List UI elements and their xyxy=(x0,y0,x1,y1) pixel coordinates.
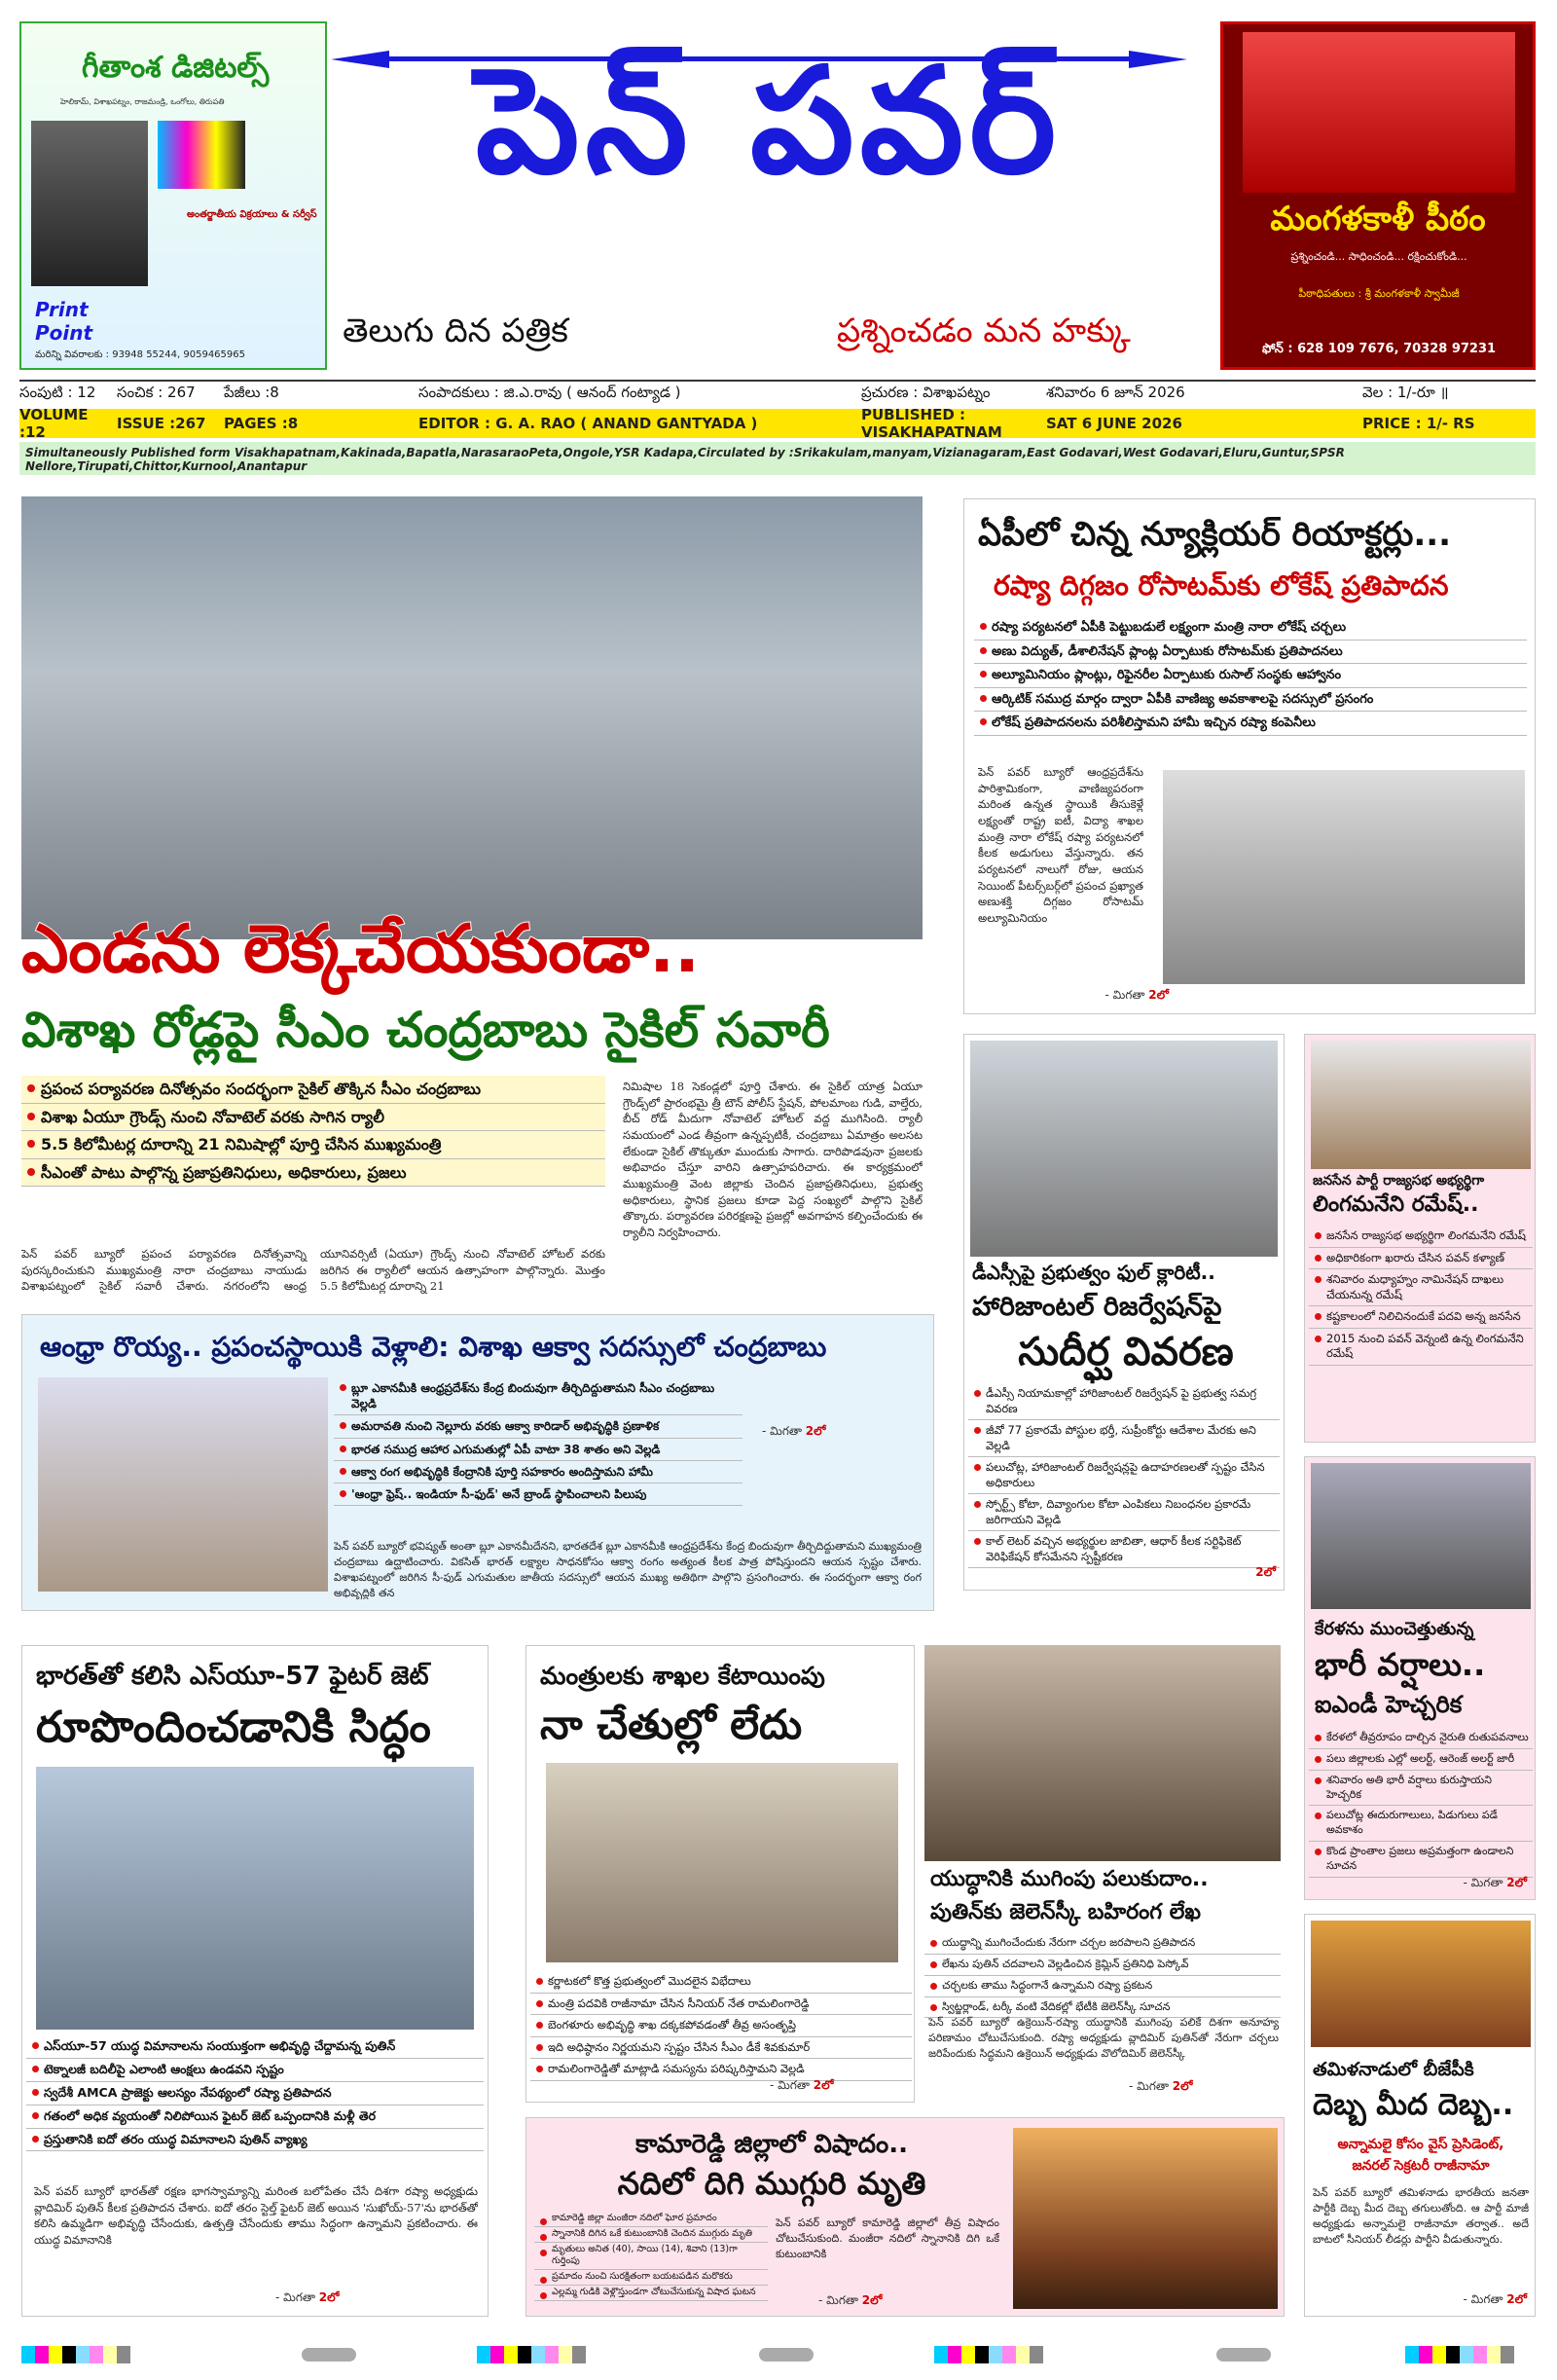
nuclear-bullet: లోకేష్ ప్రతిపాదనలను పరిశీలిస్తామని హామీ ఇచ్చిన రష్యా కంపెనీలు xyxy=(974,712,1527,736)
rahul-dk-photo xyxy=(546,1763,898,1962)
su57-continued: - మిగతా 2లో xyxy=(275,2290,340,2304)
su57-bullet: ఎస్‌యూ-57 యుద్ధ విమానాలను సంయుక్తంగా అభివృద్ధి చేద్దామన్న పుతిన్ xyxy=(26,2035,484,2059)
info-bar-telugu xyxy=(19,380,1536,407)
su57-bullet: ప్రస్తుతానికి ఐదో తరం యుద్ధ విమానాలని పుతిన్ వ్యాఖ్య xyxy=(26,2129,484,2152)
chandrababu-photo xyxy=(38,1377,328,1592)
janasena-bullet: అధికారికంగా ఖరారు చేసిన పవన్ కళ్యాణ్ xyxy=(1309,1248,1533,1270)
janasena-headline-2: లింగమనేని రమేష్.. xyxy=(1313,1192,1479,1217)
lead-bullets xyxy=(21,1076,605,1187)
info-price-en: PRICE : 1/- RS xyxy=(1362,415,1475,432)
janasena-bullet: శనివారం మధ్యాహ్నం నామినేషన్ దాఖలు చేయనున్న రమేష్ xyxy=(1309,1269,1533,1306)
ministers-bullet: రామలింగారెడ్డితో మాట్లాడి సమస్యను పరిష్కరిస్తామని వెల్లడి xyxy=(530,2059,912,2081)
info-editor: సంపాదకులు : జి.ఎ.రావు ( ఆనంద్ గంట్యాడ ) xyxy=(418,384,681,401)
info-place-en: PUBLISHED : VISAKHAPATNAM xyxy=(861,406,1002,441)
info-place: ప్రచురణ : విశాఖపట్నం xyxy=(861,384,991,401)
color-registration-bar xyxy=(477,2346,586,2363)
ad-left-contact: మరిన్ని వివరాలకు : 93948 55244, 9059465965 xyxy=(35,349,245,360)
info-issue-en: ISSUE :267 xyxy=(117,415,206,432)
nuclear-bullet: అణు విద్యుత్, డీశాలినేషన్ ప్లాంట్ల ఏర్పాటుకు రోసాటమ్‌కు ప్రతిపాదనలు xyxy=(974,641,1527,665)
dsc-photo xyxy=(970,1041,1278,1257)
kerala-rain-photo xyxy=(1311,1463,1531,1609)
nuclear-bullets xyxy=(974,616,1527,736)
zelensky-headline-1: యుద్ధానికి ముగింపు పలుకుదాం.. xyxy=(930,1867,1209,1891)
kamareddy-bullet: మృతులు అనిత (40), సాయి (14), శివాని (13)గా గుర్తింపు xyxy=(534,2243,768,2271)
masthead-tagline-left: తెలుగు దిన పత్రిక xyxy=(343,311,568,350)
su57-bullet: గతంలో అధిక వ్యయంతో నిలిపోయిన ఫైటర్ జెట్ ఒప్పందానికి మళ్లీ తెర xyxy=(26,2105,484,2129)
kamareddy-bullet: ప్రమాదం నుంచి సురక్షితంగా బయటపడిన మరొకరు xyxy=(534,2270,768,2286)
janasena-bullets xyxy=(1309,1226,1533,1366)
info-pages: పేజీలు :8 xyxy=(224,384,279,401)
kamareddy-continued: - మిగతా 2లో xyxy=(818,2293,883,2307)
info-bar-english xyxy=(19,406,1536,441)
kerala-bullets xyxy=(1309,1728,1533,1878)
annamalai-photo xyxy=(1311,1921,1531,2047)
simultaneous-bar: Simultaneously Published form Visakhapatnam,Kakinada,Bapatla,NarasaraoPeta,Ongole,YSR Kadapa,Circulated by :Srikakulam,manyam,Vizianagaram,East Godavari,West Godavari,Eluru,Guntur,SPSR Nellore,Tirupati,Chittor,Kurnool,Anantapur xyxy=(19,442,1536,475)
kerala-bullet: కొండ ప్రాంతాల ప్రజలు అప్రమత్తంగా ఉండాలని సూచన xyxy=(1309,1842,1533,1878)
zelensky-headline-2: పుతిన్‌కు జెలెన్‌స్కీ బహిరంగ లేఖ xyxy=(930,1900,1202,1924)
color-registration-bar xyxy=(934,2346,1043,2363)
nuclear-continued: - మిగతా 2లో xyxy=(1104,988,1169,1002)
dsc-bullet: స్పోర్ట్స్ కోటా, దివ్యాంగుల కోటా ఎంపికలు నిబంధనల ప్రకారమే జరిగాయని వెల్లడి xyxy=(968,1494,1280,1531)
putin-meeting-photo xyxy=(924,1645,1281,1861)
su57-bullet: స్వదేశీ AMCA ప్రాజెక్టు ఆలస్యం నేపథ్యంలో రష్యా ప్రతిపాదన xyxy=(26,2082,484,2105)
andhra-bullets xyxy=(334,1377,742,1506)
ramesh-photo xyxy=(1311,1041,1531,1169)
ministers-story xyxy=(525,1645,915,2103)
info-price: వెల : 1/-రూ ॥ xyxy=(1362,384,1449,401)
ministers-bullet: బెంగళూరు అభివృద్ధి శాఖ దక్కకపోవడంతో తీవ్ర అసంతృప్తి xyxy=(530,2015,912,2037)
kerala-bullet: పలు జిల్లాలకు ఎల్లో అలర్ట్, ఆరెంజ్ అలర్ట్ జారీ xyxy=(1309,1749,1533,1771)
ministers-bullet: కర్ణాటకలో కొత్త ప్రభుత్వంలో మొదలైన విభేదాలు xyxy=(530,1971,912,1994)
kerala-bullet: శనివారం అతి భారీ వర్షాలు కురుస్తాయని హెచ్చరిక xyxy=(1309,1771,1533,1807)
lead-bullet: సీఎంతో పాటు పాల్గొన్న ప్రజాప్రతినిధులు, అధికారులు, ప్రజలు xyxy=(21,1159,605,1188)
su57-story xyxy=(21,1645,489,2317)
info-date-en: SAT 6 JUNE 2026 xyxy=(1046,415,1182,432)
janasena-bullet: జనసేన రాజ్యసభ అభ్యర్థిగా లింగమనేని రమేష్ xyxy=(1309,1226,1533,1248)
tamilnadu-headline-2: దెబ్బ మీద దెబ్బ.. xyxy=(1313,2088,1514,2122)
dsc-bullet: జీవో 77 ప్రకారమే పోస్టుల భర్తీ, సుప్రీంకోర్టు ఆదేశాల మేరకు అని వెల్లడి xyxy=(968,1420,1280,1457)
dsc-bullet: పలుచోట్ల, హారిజాంటల్ రిజర్వేషన్లపై ఉదాహరణలతో స్పష్టం చేసిన అధికారులు xyxy=(968,1457,1280,1494)
kamareddy-bullet: కామారెడ్డి జిల్లా మంజీరా నదిలో ఘోర ప్రమాదం xyxy=(534,2212,768,2227)
tamilnadu-story xyxy=(1304,1914,1536,2317)
print-point-logo: Print Point xyxy=(35,298,93,345)
andhra-continued: - మిగతా 2లో xyxy=(762,1424,826,1438)
kamareddy-bullet: ఎల్లమ్మ గుడికి వెళ్లొస్తుండగా చోటుచేసుకున్న విషాద ఘటన xyxy=(534,2286,768,2301)
color-registration-bar xyxy=(1405,2346,1514,2363)
andhra-bullet: అమరావతి నుంచి నెల్లూరు వరకు ఆక్వా కారిడార్ అభివృద్ధికి ప్రణాళిక xyxy=(334,1415,742,1438)
nuclear-bullet: అల్యూమినియం ప్లాంట్లు, రిఫైనరీల ఏర్పాటుకు రుసాల్ సంస్థకు ఆహ్వానం xyxy=(974,664,1527,688)
nuclear-bullet: ఆర్కిటిక్ సముద్ర మార్గం ద్వారా ఏపీకి వాణిజ్య అవకాశాలపై సదస్సులో ప్రసంగం xyxy=(974,688,1527,713)
ad-right-line2: పీఠాధిపతులు : శ్రీ మంగళకాళీ స్వామీజీ xyxy=(1298,287,1460,300)
lead-headline-2: విశాఖ రోడ్లపై సీఎం చంద్రబాబు సైకిల్ సవారీ xyxy=(21,1002,830,1058)
kerala-bullet: కేరళలో తీవ్రరూపం దాల్చిన నైరుతి రుతుపవనాలు xyxy=(1309,1728,1533,1749)
info-volume: సంపుటి : 12 xyxy=(19,384,96,401)
info-volume-en: VOLUME :12 xyxy=(19,406,89,441)
nuclear-sub: రష్యా దిగ్గజం రోసాటమ్‌కు లోకేష్ ప్రతిపాదన xyxy=(994,569,1449,602)
janasena-bullet: కష్టకాలంలో నిలిచినందుకే పదవి అన్న జనసేన xyxy=(1309,1306,1533,1329)
nuclear-body: పెన్ పవర్ బ్యూరో ఆంధ్రప్రదేశ్‌ను పారిశ్రామికంగా, వాణిజ్యపరంగా మరింత ఉన్నత స్థాయికి తీసుకెళ్లే లక్ష్యంతో రాష్ట్ర ఐటీ, విద్యా శాఖల మంత్రి నారా లోకేష్ రష్యా పర్యటనలో కీలక అడుగులు వేస్తున్నారు. తన పర్యటనలో నాలుగో రోజు, ఆయన సెయింట్ పీటర్స్‌బర్గ్‌లో ప్రపంచ ప్రఖ్యాత అణుశక్తి దిగ్గజం రోసాటమ్ అల్యూమినియం xyxy=(978,765,1143,926)
ad-right-title: మంగళకాళీ పీఠం xyxy=(1270,200,1486,238)
ad-left-line1: హెలికామ్‌, విశాఖపట్నం, రాజమండ్రి, ఒంగోలు, తిరుపతి xyxy=(60,97,225,106)
lokesh-meeting-photo xyxy=(1163,770,1525,984)
zelensky-bullets xyxy=(924,1933,1281,2018)
tamilnadu-continued: - మిగతా 2లో xyxy=(1463,2292,1527,2306)
andhra-body: పెన్ పవర్ బ్యూరో భవిష్యత్ అంతా బ్లూ ఎకానమీదేనని, భారతదేశ బ్లూ ఎకానమీకి ఆంధ్రప్రదేశ్‌ను కేంద్ర బిందువుగా తీర్చిదిద్దుతామని ముఖ్యమంత్రి చంద్రబాబు ఉద్ఘాటించారు. వికసిత్ భారత్ లక్ష్యాల సాధనకోసం ఆక్వా రంగం అత్యంత కీలక పాత్ర పోషిస్తుందని ఆయన స్పష్టం చేశారు. విశాఖపట్నంలో జరిగిన సీ-ఫుడ్ ఎగుమతుల జాతీయ సదస్సులో ఆయన ముఖ్య అతిథిగా పాల్గొని ప్రసంగించారు. ఈ సందర్భంగా ఆక్వా రంగ అభివృద్ధికి తన xyxy=(334,1540,922,1599)
ministers-bullet: మంత్రి పదవికి రాజీనామా చేసిన సీనియర్ నేత రామలింగారెడ్డి xyxy=(530,1994,912,2016)
zelensky-continued: - మిగతా 2లో xyxy=(1129,2079,1193,2093)
tamilnadu-body: పెన్ పవర్ బ్యూరో తమిళనాడు భారతీయ జనతా పార్టీకి దెబ్బ మీద దెబ్బ తగులుతోంది. ఆ పార్టీ మాజీ అధ్యక్షుడు అన్నామలై రాజీనామా తర్వాత.. అదే బాటలో సీనియర్ లీడర్లు పార్టీని వీడుతున్నారు. xyxy=(1313,2186,1529,2246)
registration-dot xyxy=(1216,2348,1271,2362)
info-pages-en: PAGES :8 xyxy=(224,415,299,432)
kerala-headline-2: భారీ వర్షాలు.. xyxy=(1315,1646,1486,1683)
ministers-headline-2: నా చేతుల్లో లేదు xyxy=(540,1701,803,1748)
zelensky-body: పెన్ పవర్ బ్యూరో ఉక్రెయిన్-రష్యా యుద్ధానికి ముగింపు పలికే దిశగా అనూహ్య పరిణామం చోటుచేసుకుంది. రష్యా అధ్యక్షుడు వ్లాదిమిర్ పుతిన్‌తో నేరుగా చర్చలు జరిపేందుకు సిద్ధమని ఉక్రెయిన్ అధ్యక్షుడు వొలోదిమిర్ జెలెన్‌స్కీ xyxy=(928,2016,1279,2060)
zelensky-bullet: యుద్ధాన్ని ముగించేందుకు నేరుగా చర్చల జరపాలని ప్రతిపాదన xyxy=(924,1933,1281,1955)
kerala-headline-3: ఐఎండీ హెచ్చరిక xyxy=(1315,1691,1463,1718)
masthead-tagline-right: ప్రశ్నించడం మన హక్కు xyxy=(837,311,1131,350)
kerala-story xyxy=(1304,1456,1536,1900)
putin-modi-photo xyxy=(36,1767,474,2030)
nuclear-story xyxy=(963,498,1536,1014)
dsc-headline-3: సుదీర్ఘ వివరణ xyxy=(1018,1330,1234,1374)
zelensky-story xyxy=(924,1645,1285,2103)
kamareddy-story xyxy=(525,2117,1285,2317)
lead-body-right: నిమిషాల 18 సెకండ్లలో పూర్తి చేశారు. ఈ సైకిల్ యాత్ర ఏయూ గ్రౌండ్స్‌లో ప్రారంభమై త్రీ టౌన్ పోలీస్ స్టేషన్, పోలమాంబ గుడి, వాల్తేరు, బీచ్ రోడ్ మీదుగా నోవాటెల్ హోటల్ వద్ద ముగిసింది. ర్యాలీ సమయంలో ఎండ తీవ్రంగా ఉన్నప్పటికీ, చంద్రబాబు ఏమాత్రం అలసట లేకుండా సైకిల్ తొక్కుతూ ముందుకు సాగారు. దారిపొడవునా ప్రజలకు అభివాదం చేస్తూ వారిని ఉత్సాహపరిచారు. ఈ కార్యక్రమంలో ముఖ్యమంత్రి వెంట జిల్లాకు చెందిన ప్రజాప్రతినిధులు, ప్రభుత్వ అధికారులు, స్థానిక ప్రజలు కూడా పెద్ద సంఖ్యలో పాల్గొని సైకిల్ తొక్కారు. పర్యావరణ పరిరక్షణపై ప్రజల్లో అవగాహన కల్పించేందుకు ఈ ర్యాలీని నిర్వహించారు. xyxy=(623,1080,923,1240)
janasena-bullet: 2015 నుంచి పవన్ వెన్నంటి ఉన్న లింగమనేని రమేష్ xyxy=(1309,1329,1533,1366)
kerala-headline-1: కేరళను ముంచెత్తుతున్న xyxy=(1315,1619,1474,1639)
kamareddy-bullets xyxy=(534,2212,768,2301)
registration-dot xyxy=(759,2348,814,2362)
ad-left-line2: అంతర్జాతీయ విక్రయాలు & సర్వీస్ xyxy=(187,209,317,220)
cycle-rally-photo xyxy=(21,496,923,939)
nuclear-bullet: రష్యా పర్యటనలో ఏపీకి పెట్టుబడులే లక్ష్యంగా మంత్రి నారా లోకేష్ చర్చలు xyxy=(974,616,1527,641)
lead-bullet: ప్రపంచ పర్యావరణ దినోత్సవం సందర్భంగా సైకిల్ తొక్కిన సీఎం చంద్రబాబు xyxy=(21,1076,605,1104)
janasena-headline-1: జనసేన పార్టీ రాజ్యసభ అభ్యర్థిగా xyxy=(1313,1173,1485,1189)
zelensky-bullet: లేఖను పుతిన్ చదవాలని వెల్లడించిన క్రెమ్లిన్ ప్రతినిధి పెస్కోవ్ xyxy=(924,1955,1281,1976)
ministers-continued: - మిగతా 2లో xyxy=(770,2078,834,2092)
dsc-bullet: డీఎస్సీ నియామకాల్లో హారిజాంటల్ రిజర్వేషన్ పై ప్రభుత్వ సమగ్ర వివరణ xyxy=(968,1383,1280,1420)
dsc-story xyxy=(963,1034,1285,1591)
dsc-bullet: కాల్ లెటర్ వచ్చిన అభ్యర్థుల జాబితా, ఆధార్ కీలక సర్టిఫికెట్ వెరిఫికేషన్ కోసమేనని స్పష్టీకరణ xyxy=(968,1531,1280,1568)
andhra-headline: ఆంధ్రా రొయ్య.. ప్రపంచస్థాయికి వెళ్లాలి: విశాఖ ఆక్వా సదస్సులో చంద్రబాబు xyxy=(40,1331,827,1363)
kamareddy-body: పెన్ పవర్ బ్యూరో కామారెడ్డి జిల్లాలో తీవ్ర విషాదం చోటుచేసుకుంది. మంజీరా నదిలో స్నానానికి దిగి ఒకే కుటుంబానికి xyxy=(776,2216,999,2260)
kerala-continued: - మిగతా 2లో xyxy=(1463,1876,1527,1889)
andhra-bullet: బ్లూ ఎకానమీకి ఆంధ్రప్రదేశ్‌ను కేంద్ర బిందువుగా తీర్చిదిద్దుతామని సీఎం చంద్రబాబు వెల్లడి xyxy=(334,1377,742,1415)
su57-body: పెన్ పవర్ బ్యూరో భారత్‌తో రక్షణ భాగస్వామ్యాన్ని మరింత బలోపేతం చేసే దిశగా రష్యా అధ్యక్షుడు వ్లాదిమిర్ పుతిన్ కీలక ప్రతిపాదన చేశారు. ఐదో తరం స్టెల్త్ ఫైటర్ జెట్ అయిన 'సుఖోయ్-57'ను భారత్‌తో కలిసి ఉమ్మడిగా అభివృద్ధి చేసేందుకు, ఉత్పత్తి చేసేందుకు తాము సిద్ధంగా ఉన్నామని ప్రకటించారు. ఈ యుద్ధ విమానానికి xyxy=(34,2184,478,2248)
dsc-continued: 2లో xyxy=(1255,1565,1276,1579)
lead-bullet: విశాఖ ఏయూ గ్రౌండ్స్ నుంచి నోవాటెల్ వరకు సాగిన ర్యాలీ xyxy=(21,1104,605,1132)
drowning-hands-photo xyxy=(1013,2128,1278,2309)
info-issue: సంచిక : 267 xyxy=(117,384,196,401)
registration-dot xyxy=(302,2348,356,2362)
ad-right-line1: ప్రశ్నించండి... సాధించండి... రక్షించుకోండి... xyxy=(1290,250,1467,263)
dsc-bullets xyxy=(968,1383,1280,1568)
lead-headline-1: ఎండను లెక్కచేయకుండా.. xyxy=(21,911,700,988)
dsc-headline-1: డీఎస్సీపై ప్రభుత్వం ఫుల్ క్లారిటీ.. xyxy=(972,1261,1215,1284)
info-date: శనివారం 6 జూన్ 2026 xyxy=(1046,384,1185,401)
nuclear-headline: ఏపీలో చిన్న న్యూక్లియర్ రియాక్టర్లు... xyxy=(978,515,1452,554)
printer-image xyxy=(31,121,148,286)
zelensky-bullet: చర్చలకు తాము సిద్ధంగానే ఉన్నామని రష్యా ప్రకటన xyxy=(924,1976,1281,1997)
andhra-story xyxy=(21,1314,934,1611)
su57-bullets xyxy=(26,2035,484,2151)
ad-right xyxy=(1220,21,1536,370)
janasena-story xyxy=(1304,1034,1536,1443)
ad-left-brand: గీతాంశ డిజిటల్స్ xyxy=(82,51,270,85)
tamilnadu-headline-1: తమిళనాడులో బీజేపీకి xyxy=(1313,2059,1474,2080)
lead-bullet: 5.5 కిలోమీటర్ల దూరాన్ని 21 నిమిషాల్లో పూర్తి చేసిన ముఖ్యమంత్రి xyxy=(21,1131,605,1159)
kamareddy-bullet: స్నానానికి దిగిన ఒకే కుటుంబానికి చెందిన ముగ్గురు మృతి xyxy=(534,2227,768,2243)
su57-headline-1: భారత్‌తో కలిసి ఎస్‌యూ-57 ఫైటర్ జెట్ xyxy=(36,1662,429,1691)
andhra-bullet: ఆక్వా రంగ అభివృద్ధికి కేంద్రానికి పూర్తి సహకారం అందిస్తామని హామీ xyxy=(334,1461,742,1483)
lead-body-left: పెన్ పవర్ బ్యూరో ప్రపంచ పర్యావరణ దినోత్సవాన్ని పురస్కరించుకుని ముఖ్యమంత్రి నారా చంద్రబాబు నాయుడు విశాఖపట్నంలో సైకిల్ సవారీ చేశారు. నగరంలోని ఆంధ్ర యూనివర్సిటీ (ఏయూ) గ్రౌండ్స్ నుంచి నోవాటెల్ హోటల్ వరకు జరిగిన ఈ ర్యాలీలో ఆయన ఉత్సాహంగా పాల్గొన్నారు. మొత్తం 5.5 కిలోమీటర్ల దూరాన్ని 21 xyxy=(21,1247,605,1294)
masthead-title: పెన్ పవర్ xyxy=(475,37,1063,206)
ad-right-phone: ఫోన్ : 628 109 7676, 70328 97231 xyxy=(1261,342,1497,356)
tamilnadu-sub-2: జనరల్ సెక్రటరీ రాజీనామా xyxy=(1352,2158,1490,2174)
kamareddy-headline-1: కామారెడ్డి జిల్లాలో విషాదం.. xyxy=(635,2130,908,2159)
andhra-bullet: 'ఆంధ్రా ఫ్రెష్.. ఇండియా సీ-ఫుడ్' అనే బ్రాండ్ స్థాపించాలని పిలుపు xyxy=(334,1483,742,1506)
zelensky-bullet: స్విట్జర్లాండ్, టర్కీ వంటి వేదికల్లో భేటీకి జెలెన్‌స్కీ సూచన xyxy=(924,1997,1281,2019)
dsc-headline-2: హారిజాంటల్ రిజర్వేషన్‌పై xyxy=(972,1292,1222,1322)
kerala-bullet: పలుచోట్ల ఈదురుగాలులు, పిడుగులు పడే అవకాశం xyxy=(1309,1806,1533,1842)
ministers-bullet: ఇది అధిష్ఠానం నిర్ణయమని స్పష్టం చేసిన సీఎం డీకే శివకుమార్ xyxy=(530,2037,912,2060)
ad-left xyxy=(19,21,327,370)
ministers-bullets xyxy=(530,1971,912,2081)
ink-bottles-image xyxy=(158,121,245,189)
kamareddy-headline-2: నదిలో దిగి ముగ్గురి మృతి xyxy=(617,2165,926,2202)
su57-bullet: టెక్నాలజీ బదిలీపై ఎలాంటి ఆంక్షలు ఉండవని స్పష్టం xyxy=(26,2059,484,2082)
color-registration-bar xyxy=(21,2346,130,2363)
andhra-bullet: భారత సముద్ర ఆహార ఎగుమతుల్లో ఏపీ వాటా 38 శాతం అని వెల్లడి xyxy=(334,1439,742,1461)
su57-headline-2: రూపొందించడానికి సిద్ధం xyxy=(36,1703,431,1752)
swamiji-image xyxy=(1243,32,1515,193)
ministers-headline-1: మంత్రులకు శాఖల కేటాయింపు xyxy=(540,1662,825,1690)
info-editor-en: EDITOR : G. A. RAO ( ANAND GANTYADA ) xyxy=(418,415,758,432)
tamilnadu-sub-1: అన్నామలై కోసం వైస్ ప్రెసిడెంట్, xyxy=(1337,2137,1504,2152)
